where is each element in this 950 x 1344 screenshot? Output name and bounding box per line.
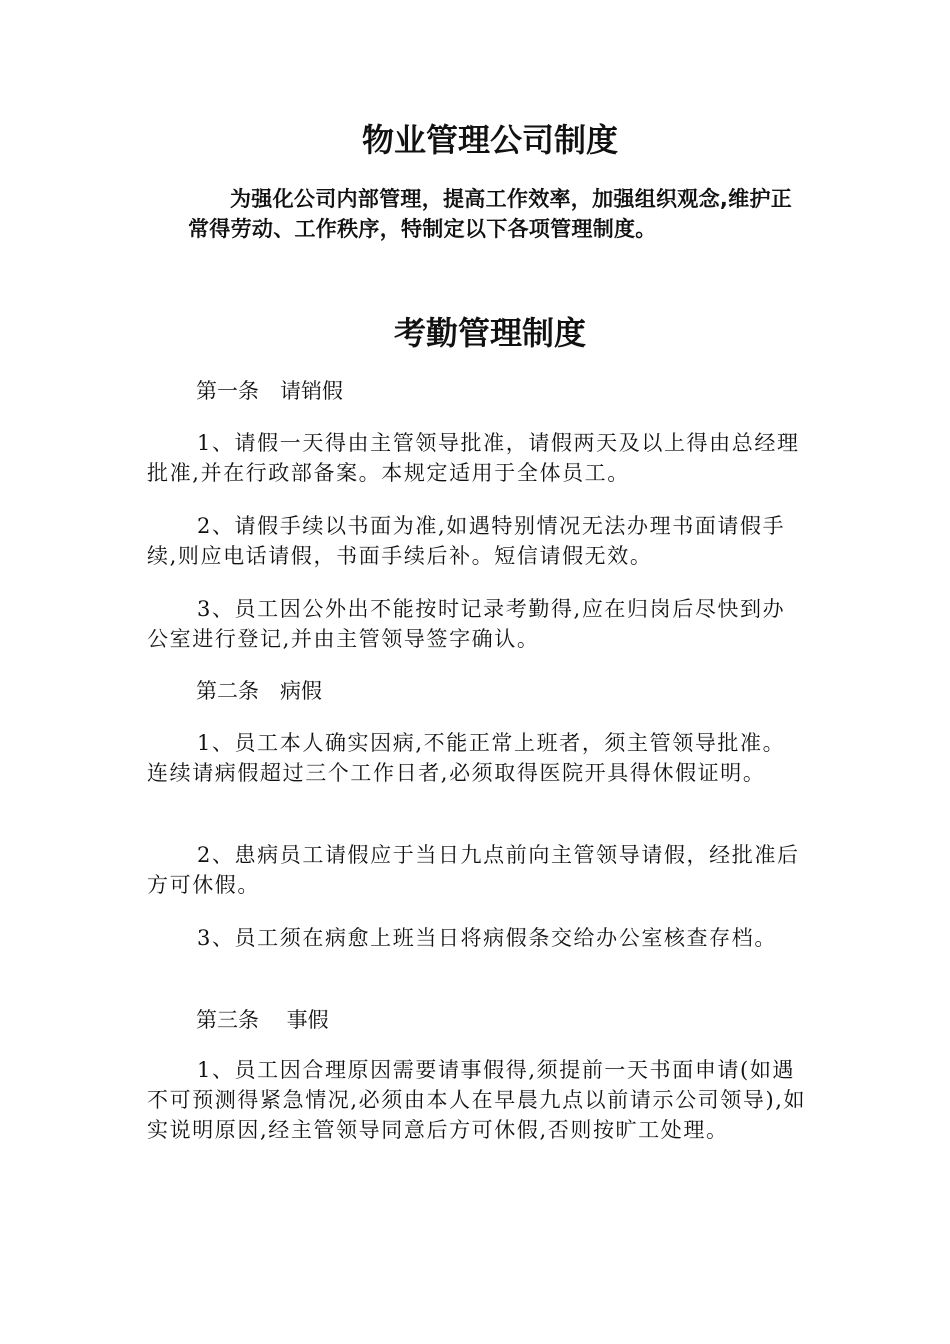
article-item: 2、请假手续以书面为准,如遇特别情况无法办理书面请假手续,则应电话请假，书面手续后补。短信请假无效。 — [147, 514, 786, 568]
article-item: 2、患病员工请假应于当日九点前向主管领导请假，经批准后方可休假。 — [147, 843, 800, 897]
article-item: 1、员工因合理原因需要请事假得,须提前一天书面申请(如遇不可预测得紧急情况,必须由本人在早晨九点以前请示公司领导),如实说明原因,经主管领导同意后方可休假,否则按旷工处理。 — [147, 1058, 807, 1142]
article-item: 1、请假一天得由主管领导批准，请假两天及以上得由总经理批准,并在行政部备案。本规定适用于全体员工。 — [147, 431, 800, 485]
article-item: 3、员工须在病愈上班当日将病假条交给办公室核查存档。 — [197, 926, 777, 950]
section-title: 考勤管理制度 — [393, 314, 586, 352]
intro-paragraph: 为强化公司内部管理，提高工作效率，加强组织观念,维护正常得劳动、工作秩序，特制定以下各项管理制度。 — [188, 187, 793, 241]
article-heading: 第一条 请销假 — [196, 379, 343, 403]
document-title: 物业管理公司制度 — [361, 121, 618, 159]
article-item: 3、员工因公外出不能按时记录考勤得,应在归岗后尽快到办公室进行登记,并由主管领导签字确认。 — [147, 597, 786, 651]
article-heading: 第三条 事假 — [196, 1008, 329, 1032]
article-item: 1、员工本人确实因病,不能正常上班者，须主管领导批准。连续请病假超过三个工作日者,必须取得医院开具得休假证明。 — [147, 731, 786, 785]
article-heading: 第二条 病假 — [196, 679, 322, 703]
